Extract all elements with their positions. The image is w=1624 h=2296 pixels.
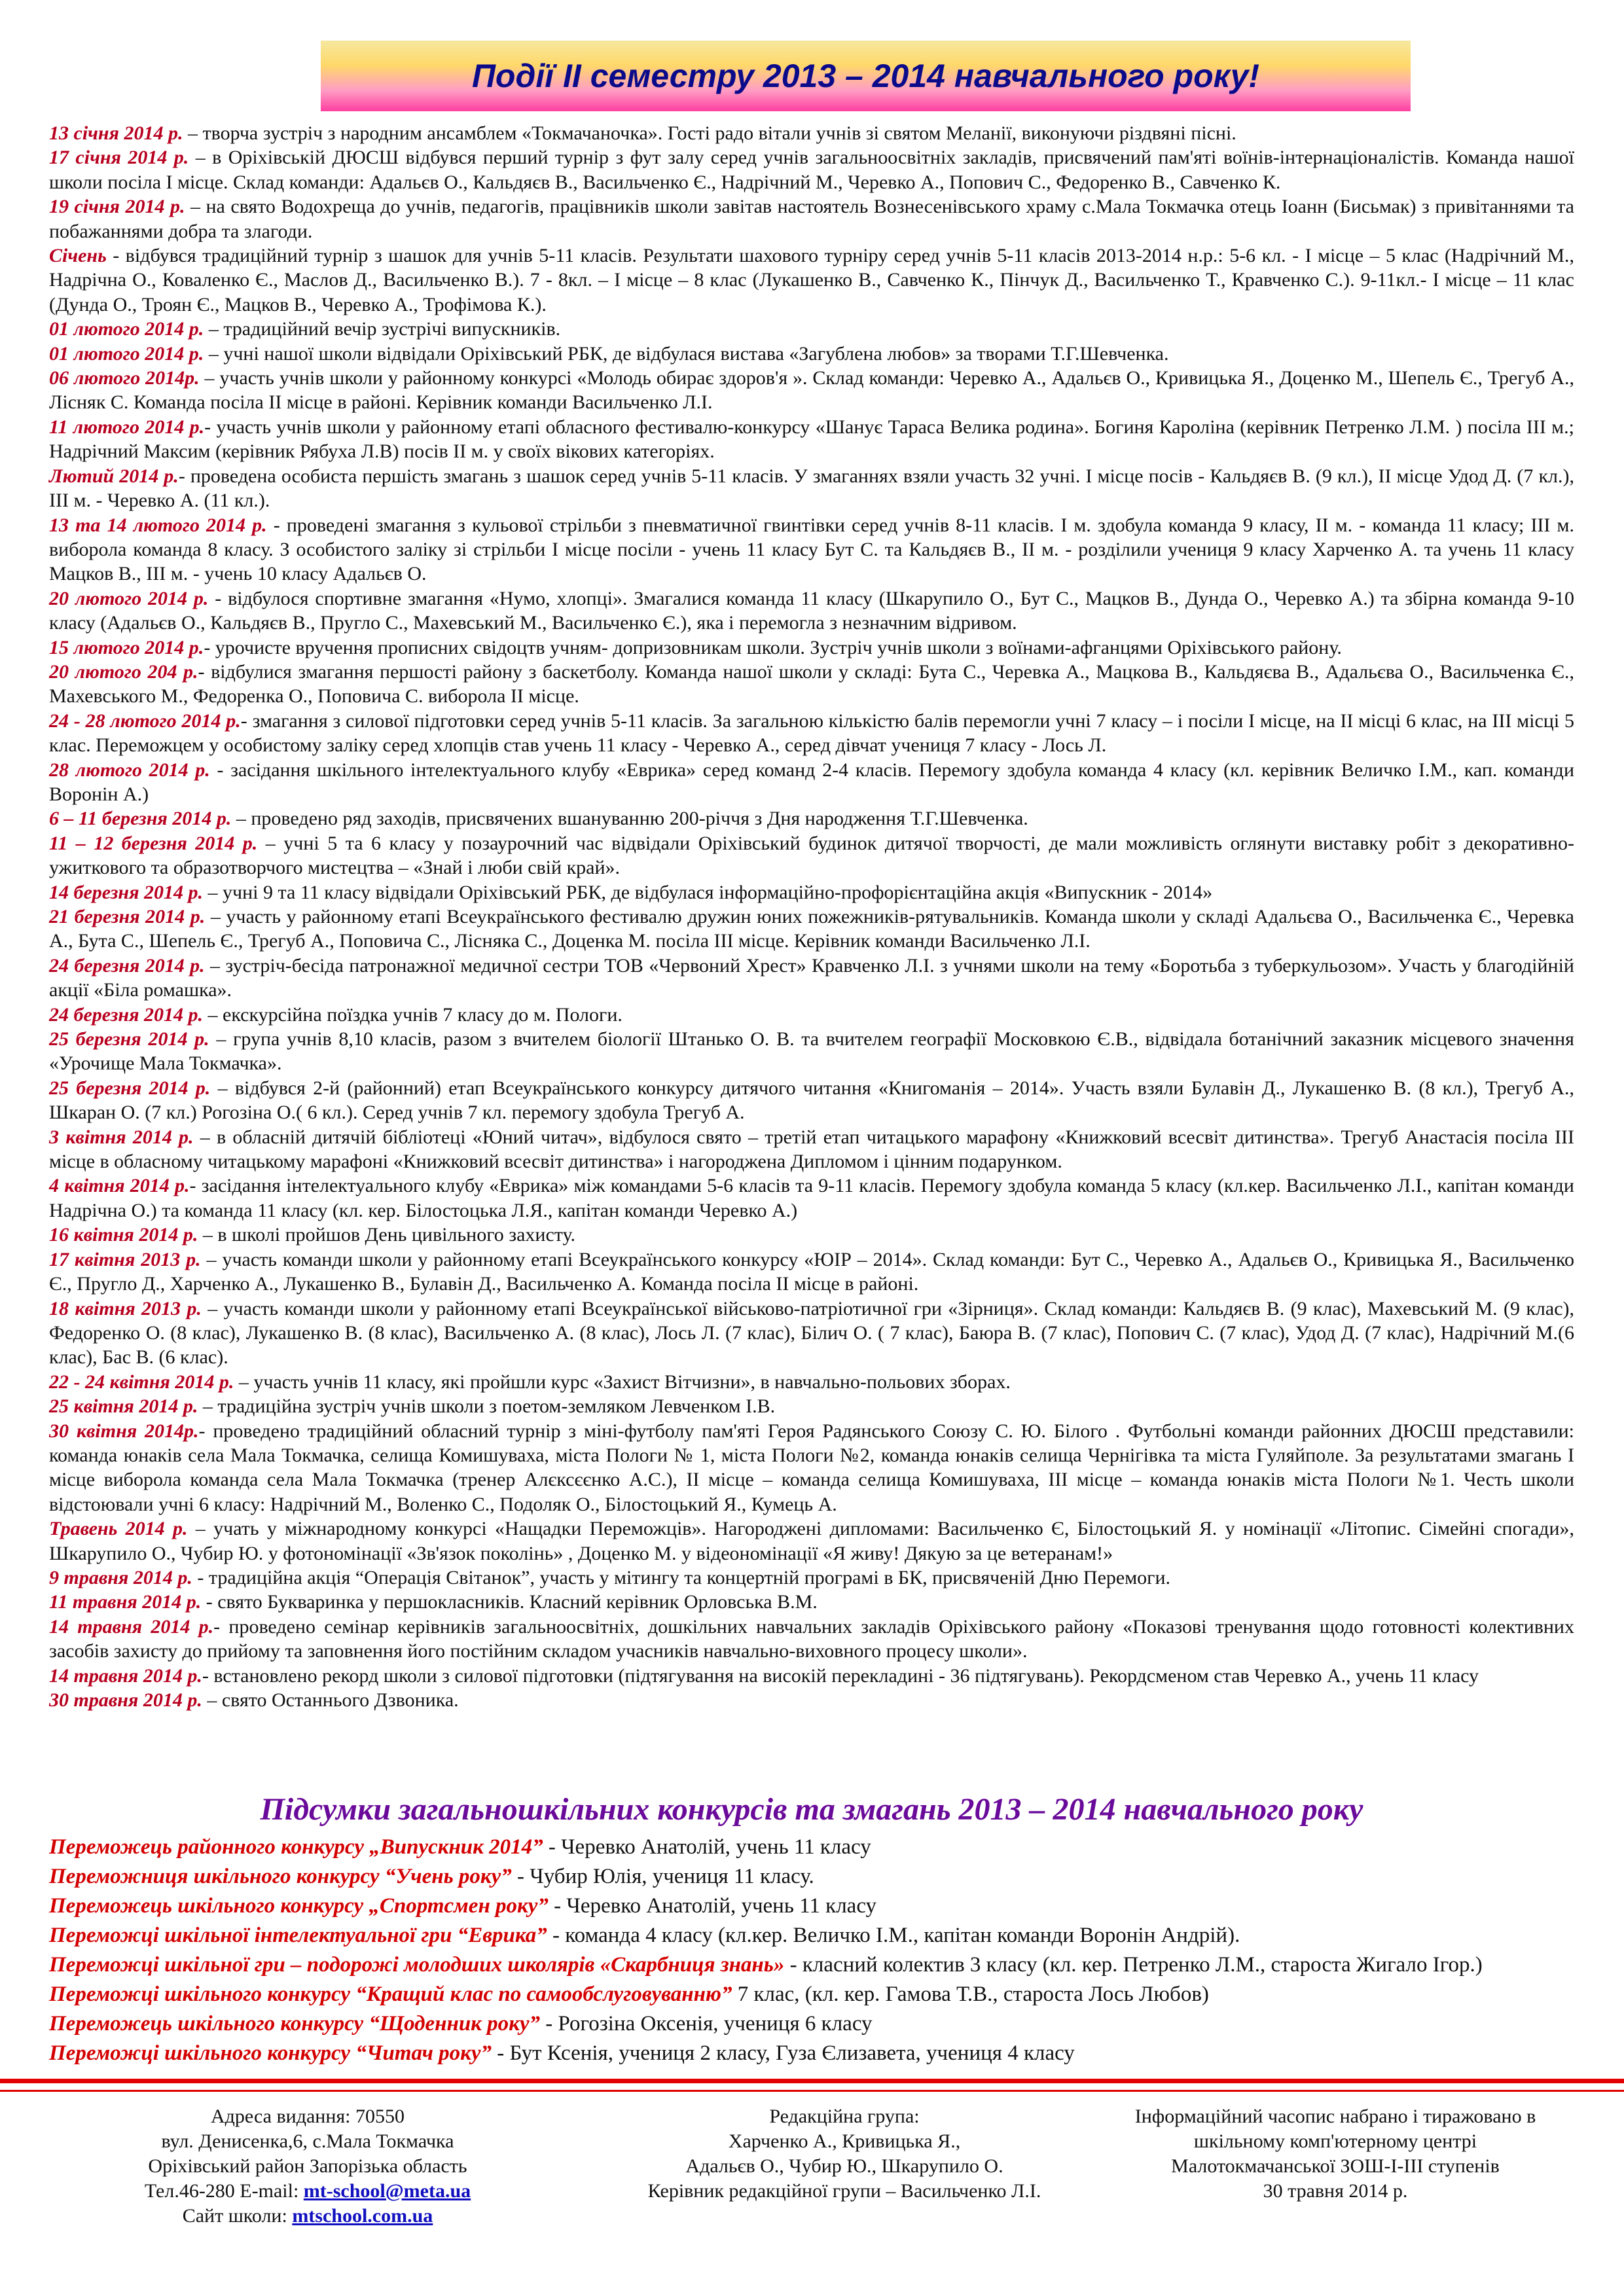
event-item	[49, 831, 1574, 880]
footer-divider-thin	[0, 2090, 1624, 2092]
event-item	[49, 1419, 1574, 1517]
event-date: 9 травня 2014 р.	[49, 1566, 192, 1588]
result-item	[49, 2009, 1574, 2039]
footer-imprint-line: шкільному комп'ютерному центрі	[1193, 2130, 1477, 2152]
event-date: 11 – 12 березня 2014 р.	[49, 832, 258, 854]
event-text: - засідання шкільного інтелектуального клубу «Еврика» серед команд 2-4 класів. Перемогу здобула команда 4 класу (кл. керівник Величко І.М., кап. команди Воронін А.)	[49, 759, 1574, 805]
event-text: – традиційний вечір зустрічі випускників.	[204, 318, 561, 340]
event-text: – в Оріхівській ДЮСШ відбувся перший турнір з фут залу серед учнів загальноосвітніх закладів, присвячений пам'яті воїнів-інтернаціоналістів. Команда нашої школи посіла І місце. Склад команди: Адальєв О., Кальдяєв В., Васильченко Є., Надрічний М., Черевко А., Попович С., Федоренко В., Савченко К.	[49, 147, 1574, 193]
result-text: - Черевко Анатолій, учень 11 класу	[543, 1835, 871, 1859]
result-label: Переможці шкільної інтелектуальної гри “Еврика”	[49, 1924, 547, 1947]
footer-editorial-line: Редакційна група:	[769, 2106, 920, 2127]
event-text: – участь учнів 11 класу, які пройшли курс «Захист Вітчизни», в навчально-польових зборах.	[234, 1371, 1011, 1393]
page-title: Події ІІ семестру 2013 – 2014 навчального року!	[471, 58, 1260, 94]
event-item	[49, 145, 1574, 194]
footer-imprint-line: Малотокмачанської ЗОШ-І-ІІІ ступенів	[1171, 2155, 1500, 2177]
event-item	[49, 342, 1574, 366]
event-item	[49, 366, 1574, 415]
event-date: 21 березня 2014 р.	[49, 906, 206, 927]
result-text: - команда 4 класу (кл.кер. Величко І.М., капітан команди Воронін Андрій).	[547, 1924, 1240, 1947]
summary-title: Підсумки загальношкільних конкурсів та змагань 2013 – 2014 навчального року	[260, 1792, 1363, 1827]
event-item	[49, 1125, 1574, 1174]
event-text: – учать у міжнародному конкурсі «Нащадки Переможців». Нагороджені дипломами: Васильченко Є, Білостоцький Я. у номінації «Літопис. Сімейні спогади», Шкарупило О., Чубир Ю. у фотономінації «Зв'язок поколінь» , Доценко М. у відеономінації «Я живу! Дякую за це ветеранам!»	[49, 1518, 1574, 1564]
event-item	[49, 1247, 1574, 1297]
result-label: Переможці шкільного конкурсу “Кращий клас по самообслуговуванню”	[49, 1982, 732, 2006]
event-text: - свято Букваринка у першокласників. Класний керівник Орловська В.М.	[201, 1591, 818, 1613]
event-date: 25 квітня 2014 р.	[49, 1395, 198, 1418]
result-text: - Чубир Юлія, учениця 11 класу.	[511, 1865, 814, 1888]
event-text: – зустріч-бесіда патронажної медичної сестри ТОВ «Червоний Хрест» Кравченко Л.І. з учнями школи на тему «Боротьба з туберкульозом». Участь у благодійній акції «Біла ромашка».	[49, 954, 1574, 1001]
event-date: 17 січня 2014 р.	[49, 147, 189, 169]
result-label: Переможниця шкільного конкурсу “Учень року”	[49, 1865, 512, 1888]
result-item	[49, 1921, 1574, 1950]
event-date: 13 січня 2014 р.	[49, 122, 183, 144]
result-label: Переможець шкільного конкурсу „Спортсмен року”	[49, 1894, 549, 1918]
event-date: 3 квітня 2014 р.	[49, 1126, 194, 1148]
event-text: – участь команди школи у районному етапі Всеукраїнського конкурсу «ЮІР – 2014». Склад команди: Бут С., Черевко А., Адальєв О., Кривицька Я., Васильченко Є., Пругло Д., Харченко А., Лукашенко В., Булавін Д., Васильченко А. Команда посіла ІІ місце в районі.	[49, 1248, 1574, 1295]
event-date: 01 лютого 2014 р.	[49, 318, 204, 340]
result-text: - класний колектив 3 класу (кл. кер. Петренко Л.М., староста Жигало Ігор.)	[784, 1953, 1483, 1977]
event-item	[49, 1297, 1574, 1370]
event-text: – в школі пройшов День цивільного захисту.	[198, 1224, 575, 1246]
event-text: – відбувся 2-й (районний) етап Всеукраїнського конкурсу дитячого читання «Книгоманія – 2014». Участь взяли Булавін Д., Лукашенко В. (8 кл.), Трегуб А., Шкаран О. (7 кл.) Рогозіна О.( 6 кл.). Серед учнів 7 кл. перемогу здобула Трегуб А.	[49, 1077, 1574, 1124]
event-item	[49, 758, 1574, 807]
event-date: 20 лютого 204 р.	[49, 660, 198, 683]
footer-contact-line	[39, 2179, 576, 2204]
result-text: - Рогозіна Оксенія, учениця 6 класу	[540, 2012, 873, 2036]
event-date: 16 квітня 2014 р.	[49, 1224, 198, 1246]
event-item	[49, 954, 1574, 1003]
email-link[interactable]: mt-school@meta.ua	[303, 2180, 471, 2202]
event-text: - урочисте вручення прописних свідоцтв учням- допризовникам школи. Зустріч учнів школи з воїнами-афганцями Оріхівського району.	[204, 636, 1342, 658]
event-item	[49, 121, 1574, 145]
event-text: – учні 5 та 6 класу у позаурочний час відвідали Оріхівський будинок дитячої творчості, де мали можливість оглянути виставку робіт з декоративно-ужиткового та образотворчого мистецтва – «Знай і люби свій край».	[49, 832, 1574, 879]
result-item	[49, 1833, 1574, 1862]
event-text: – свято Останнього Дзвоника.	[202, 1689, 459, 1711]
event-item	[49, 1370, 1574, 1394]
event-date: Травень 2014 р.	[49, 1518, 188, 1540]
footer-editorial	[576, 2104, 1113, 2204]
event-date: 25 березня 2014 р.	[49, 1077, 211, 1099]
event-date: 4 квітня 2014 р.	[49, 1175, 190, 1197]
event-item	[49, 1615, 1574, 1664]
event-item	[49, 586, 1574, 636]
event-item	[49, 194, 1574, 243]
event-date: Лютий 2014 р.	[49, 465, 179, 487]
event-text: – учні нашої школи відвідали Оріхівський РБК, де відбулася вистава «Загублена любов» за творами Т.Г.Шевченка.	[204, 342, 1169, 365]
event-date: 25 березня 2014 р.	[49, 1028, 209, 1050]
event-date: 06 лютого 2014р.	[49, 367, 200, 389]
event-item	[49, 317, 1574, 341]
footer-imprint-line: 30 травня 2014 р.	[1263, 2180, 1408, 2202]
event-item	[49, 1664, 1574, 1688]
result-item	[49, 2039, 1574, 2068]
event-text: - відбулися змагання першості району з баскетболу. Команда нашої школи у складі: Бута С., Черевка А., Мацкова В., Кальдяєва В., Адальєва О., Васильченка Є., Махевського М., Федоренка О., Поповича С. виборола ІІ місце.	[49, 660, 1574, 708]
result-text: - Бут Ксенія, учениця 2 класу, Гуза Єлизавета, учениця 4 класу	[492, 2041, 1075, 2065]
event-text: – учні 9 та 11 класу відвідали Оріхівський РБК, де відбулася інформаційно-профорієнтаційна акція «Випускник - 2014»	[203, 881, 1213, 903]
event-text: - відбувся традиційний турнір з шашок для учнів 5-11 класів. Результати шахового турніру серед учнів 5-11 класів 2013-2014 н.р.: 5-6 кл. - І місце – 5 клас (Надрічний М., Надрічна О., Коваленко Є., Маслов Д., Васильченко В.). 7 - 8кл. – І місце – 8 клас (Лукашенко В., Савченко К., Пінчук Д., Васильченко Т., Кравченко С.). 9-11кл.- І місце – 11 клас (Дунда О., Троян Є., Мацков В., Черевко А., Трофімова К.).	[49, 245, 1574, 315]
event-text: – участь учнів школи у районному конкурсі «Молодь обирає здоров'я ». Склад команди: Черевко А., Адальєв О., Кривицька Я., Доценко М., Шепель Є., Трегуб А., Лісняк С. Команда посіла ІІ місце в районі. Керівник команди Васильченко Л.І.	[49, 367, 1575, 414]
event-item	[49, 415, 1574, 464]
result-item	[49, 1980, 1574, 2009]
results-list	[49, 1833, 1574, 2068]
event-date: 24 березня 2014 р.	[49, 1003, 204, 1026]
event-item	[49, 880, 1574, 905]
event-item	[49, 513, 1574, 586]
event-item	[49, 806, 1574, 831]
footer-address-line: вул. Денисенка,6, с.Мала Токмачка	[161, 2130, 454, 2152]
event-date: 13 та 14 лютого 2014 р.	[49, 514, 267, 536]
event-date: 18 квітня 2013 р.	[49, 1297, 202, 1319]
result-item	[49, 1892, 1574, 1921]
footer-editorial-line: Адальєв О., Чубир Ю., Шкарупило О.	[685, 2155, 1003, 2177]
event-text: – група учнів 8,10 класів, разом з вчителем біології Штанько О. В. та вчителем географії Московкою Є.В., відвідала ботанічний заказник місцевого значення «Урочище Мала Токмачка».	[49, 1028, 1574, 1075]
event-date: Січень	[49, 245, 107, 267]
event-item	[49, 1027, 1574, 1076]
events-list	[49, 121, 1574, 1712]
event-item	[49, 1516, 1574, 1566]
event-item	[49, 636, 1574, 660]
result-label: Переможці шкільної гри – подорожі молодших школярів «Скарбниця знань»	[49, 1953, 785, 1977]
event-text: – участь у районному етапі Всеукраїнського фестивалю дружин юних пожежників-рятувальників. Команда школи у складі Адальєва О., Васильченка Є., Черевка А., Бута С., Шепель Є., Трегуб А., Поповича С., Лісняка С., Доценка М. посіла ІІІ місце. Керівник команди Васильченко Л.І.	[49, 906, 1574, 952]
event-text: - змагання з силової підготовки серед учнів 5-11 класів. За загальною кількістю балів перемогли учні 7 класу – і посіли І місце, на ІІ місці 6 клас, на ІІІ місці 5 клас. Переможцем у особистому заліку серед хлопців став учень 11 класу - Черевко А., серед дівчат учениця 7 класу - Лось Л.	[49, 709, 1574, 757]
result-label: Переможець шкільного конкурсу “Щоденник року”	[49, 2012, 541, 2036]
result-label: Переможець районного конкурсу „Випускник 2014”	[49, 1835, 543, 1859]
event-date: 22 - 24 квітня 2014 р.	[49, 1371, 234, 1393]
event-item	[49, 709, 1574, 758]
event-date: 01 лютого 2014 р.	[49, 342, 204, 365]
event-date: 15 лютого 2014 р.	[49, 636, 204, 658]
event-item	[49, 1223, 1574, 1247]
event-text: - проведено семінар керівників загальноосвітніх, дошкільних навчальних закладів Оріхівського району «Показові тренування щодо готовності колективних засобів захисту до прийому та заповнення його постійним складом учасників навчально-виховного процесу школи».	[49, 1615, 1574, 1662]
event-item	[49, 1688, 1574, 1712]
event-date: 14 травня 2014 р.	[49, 1615, 214, 1638]
event-text: – участь команди школи у районному етапі Всеукраїнської військово-патріотичної гри «Зірниця». Склад команди: Кальдяєв В. (9 клас), Махевський М. (9 клас), Федоренко О. (8 клас), Лукашенко В. (8 клас), Васильченко А. (8 клас), Лось Л. (7 клас), Білич О. ( 7 клас), Баюра В. (7 клас), Попович С. (7 клас), Удод Д. (7 клас), Надрічний М.(6 клас), Бас В. (6 клас).	[49, 1297, 1574, 1369]
event-date: 14 травня 2014 р.	[49, 1664, 202, 1687]
event-item	[49, 1566, 1574, 1590]
event-item	[49, 1394, 1574, 1418]
event-item	[49, 243, 1574, 317]
footer-editorial-line: Керівник редакційної групи – Васильченко Л.І.	[647, 2180, 1041, 2202]
event-date: 17 квітня 2013 р.	[49, 1248, 201, 1270]
site-label: Сайт школи:	[182, 2205, 293, 2227]
footer-address-line: Оріхівський район Запорізька область	[148, 2155, 467, 2177]
event-text: - традиційна акція “Операція Світанок”, участь у мітингу та концертній програмі в БК, присвяченій Дню Перемоги.	[192, 1566, 1171, 1588]
event-text: – екскурсійна поїздка учнів 7 класу до м. Пологи.	[203, 1003, 623, 1026]
result-text: - Черевко Анатолій, учень 11 класу	[548, 1894, 877, 1918]
result-text: 7 клас, (кл. кер. Гамова Т.В., староста Лось Любов)	[732, 1982, 1209, 2006]
footer-editorial-line: Харченко А., Кривицька Я.,	[728, 2130, 961, 2152]
event-item	[49, 1590, 1574, 1614]
event-date: 30 квітня 2014р.	[49, 1420, 199, 1442]
event-date: 19 січня 2014 р.	[49, 196, 185, 218]
event-date: 30 травня 2014 р.	[49, 1689, 202, 1711]
event-date: 14 березня 2014 р.	[49, 881, 204, 903]
event-text: - відбулося спортивне змагання «Нумо, хлопці». Змагалися команда 11 класу (Шкарупило О., Бут С., Мацков В., Дунда О., Черевко А.) та збірна команда 9-10 класу (Адальєв О., Кальдяєв В., Пругло С., Махевський М., Васильченко Є.), яка і перемогла з незначним відривом.	[49, 587, 1575, 634]
event-item	[49, 1174, 1574, 1223]
result-item	[49, 1950, 1574, 1980]
phone-email-label: Тел.46-280 E-mail:	[144, 2180, 304, 2202]
site-link[interactable]: mtschool.com.ua	[292, 2205, 433, 2227]
event-item	[49, 1003, 1574, 1027]
footer-address	[39, 2104, 576, 2229]
event-text: – творча зустріч з народним ансамблем «Токмачаночка». Гості радо вітали учнів зі святом Меланії, виконуючи різдвяні пісні.	[183, 122, 1236, 144]
event-text: – на свято Водохреща до учнів, педагогів, працівників школи завітав настоятель Вознесенівського храму с.Мала Токмачка отець Іоанн (Бисьмак) з привітаннями та побажаннями добра та злагоди.	[49, 196, 1574, 242]
footer-divider-thick	[0, 2079, 1624, 2083]
event-text: – традиційна зустріч учнів школи з поетом-земляком Левченком І.В.	[198, 1395, 776, 1418]
event-text: - встановлено рекорд школи з силової підготовки (підтягування на високій перекладині - 36 підтягувань). Рекордсменом став Черевко А., учень 11 класу	[202, 1664, 1479, 1687]
event-text: – в обласній дитячій бібліотеці «Юний читач», відбулося свято – третій етап читацького марафону «Книжковий всесвіт дитинства». Трегуб Анастасія посіла ІІІ місце в обласному читацькому марафоні «Книжковий всесвіт дитинства» і нагороджена Дипломом і цінним подарунком.	[49, 1126, 1575, 1173]
event-date: 28 лютого 2014 р.	[49, 759, 210, 781]
result-item	[49, 1862, 1574, 1892]
event-date: 6 – 11 березня 2014 р.	[49, 808, 232, 830]
event-item	[49, 464, 1574, 513]
event-item	[49, 905, 1574, 954]
event-date: 24 - 28 лютого 2014 р.	[49, 709, 241, 732]
event-item	[49, 1076, 1574, 1125]
event-text: - проведені змагання з кульової стрільби з пневматичної гвинтівки серед учнів 8-11 класів. І м. здобула команда 9 класу, ІІ м. - команда 11 класу; ІІІ м. виборола команда 8 класу. З особистого заліку зі стрільби І місце посіли - учень 11 класу Бут С. та Кальдяєв В., ІІ м. - розділили учениця 9 класу Харченко А. та учень 11 класу Мацков В., ІІІ м. - учень 10 класу Адальєв О.	[49, 514, 1574, 585]
footer-address-line: Адреса видання: 70550	[210, 2106, 405, 2127]
event-text: – проведено ряд заходів, присвячених вшануванню 200-річчя з Дня народження Т.Г.Шевченка.	[231, 808, 1028, 830]
event-text: - участь учнів школи у районному етапі обласного фестивалю-конкурсу «Шанує Тараса Велика родина». Богиня Кароліна (керівник Петренко Л.М. ) посіла ІІІ м.; Надрічний Максим (керівник Рябуха Л.В) посів ІІ м. у своїх вікових категоріях.	[49, 416, 1574, 463]
event-text: - проведена особиста першість змагань з шашок серед учнів 5-11 класів. У змаганнях взяли участь 32 учні. І місце посів - Кальдяєв В. (9 кл.), ІІ місце Удод Д. (7 кл.), ІІІ м. - Черевко А. (11 кл.).	[49, 465, 1574, 512]
event-item	[49, 660, 1574, 709]
footer-imprint-line: Інформаційний часопис набрано і тиражовано в	[1134, 2106, 1536, 2127]
event-date: 24 березня 2014 р.	[49, 954, 205, 977]
event-date: 20 лютого 2014 р.	[49, 587, 209, 609]
event-text: - проведено традиційний обласний турнір з міні-футболу пам'яті Героя Радянського Союзу С. Ю. Білого . Футбольні команди районних ДЮСШ представили: команда юнаків села Мала Токмачка, селища Комишуваха, міста Пологи № 1, міста Пологи №2, команда юнаків селища Чернігівка та міста Гуляйполе. За результатами змагань І місце виборола команда села Мала Токмачка (тренер Алєксєєнко А.С.), ІІ місце – команда селища Комишуваха, ІІІ місце – команда юнаків міста Пологи №1. Честь школи відстоювали учні 6 класу: Надрічний М., Воленко С., Подоляк О., Білостоцький Я., Кумець А.	[49, 1420, 1575, 1515]
event-date: 11 лютого 2014 р.	[49, 416, 205, 438]
footer-imprint	[1074, 2104, 1597, 2204]
event-date: 11 травня 2014 р.	[49, 1591, 202, 1613]
event-text: - засідання інтелектуального клубу «Еврика» між командами 5-6 класів та 9-11 класів. Перемогу здобула команда 5 класу (кл.кер. Васильченко Л.І., капітан команди Надрічна О.) та команда 11 класу (кл. кер. Білостоцька Л.Я., капітан команди Черевко А.)	[49, 1175, 1574, 1221]
footer-site-line	[39, 2204, 576, 2229]
title-banner	[321, 41, 1411, 111]
result-label: Переможці шкільного конкурсу “Читач року”	[49, 2041, 492, 2065]
